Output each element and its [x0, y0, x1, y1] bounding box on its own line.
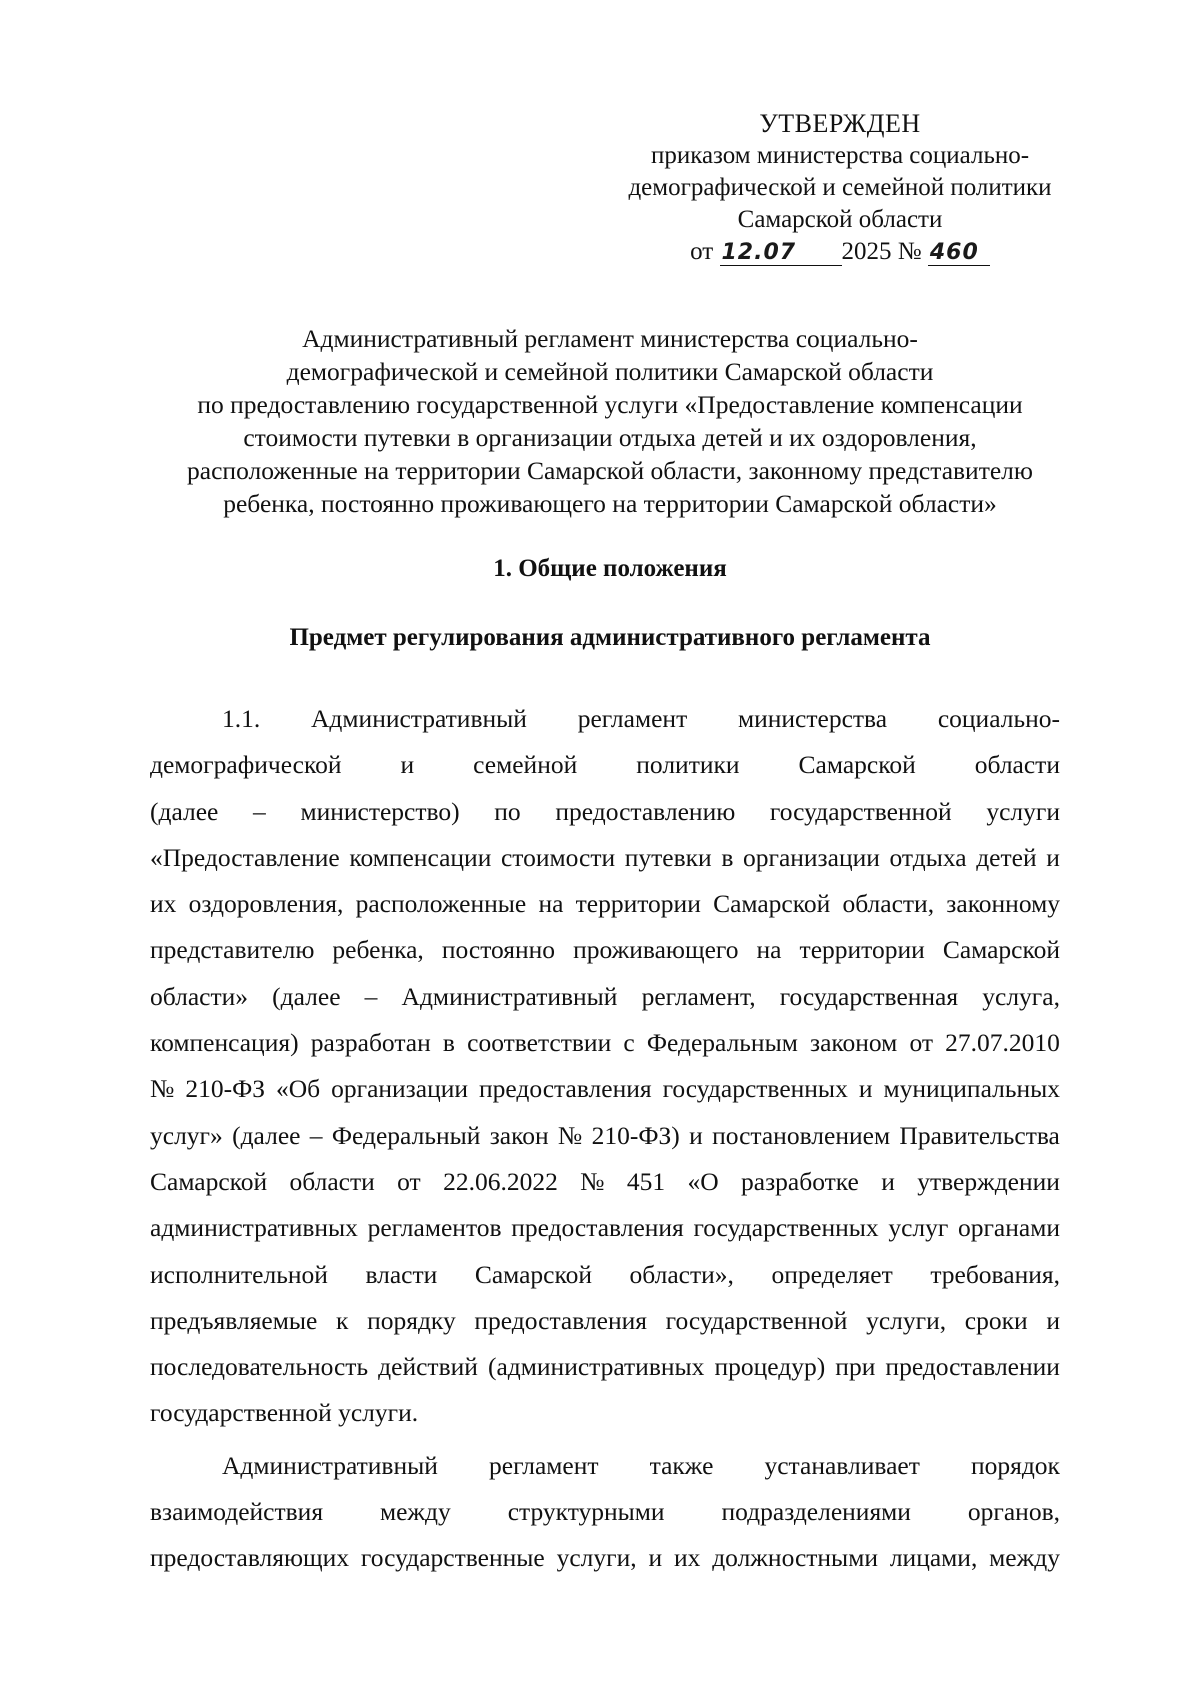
- approval-line-2: демографической и семейной политики: [628, 174, 1052, 201]
- word: (административных: [487, 1352, 705, 1382]
- word: предъявляемые: [150, 1305, 318, 1335]
- word: министерства: [737, 704, 888, 733]
- word: разработан: [310, 1028, 431, 1058]
- word: процедур): [714, 1352, 826, 1382]
- word: территории: [799, 935, 925, 965]
- word: взаимодействия: [150, 1497, 324, 1527]
- word: проживающего: [573, 935, 739, 965]
- text-line: [150, 835, 1060, 881]
- word: (далее: [150, 796, 219, 826]
- text-line: [150, 1205, 1060, 1251]
- word: услуги,: [556, 1543, 637, 1573]
- word: области: [289, 1166, 375, 1196]
- word: расположенные: [355, 889, 527, 919]
- text-line: [150, 742, 1060, 788]
- text-line: [150, 881, 1060, 927]
- word: власти: [365, 1259, 438, 1289]
- word: 27.07.2010: [945, 1028, 1060, 1058]
- number-sign: №: [897, 238, 922, 265]
- section-heading: 1. Общие положения: [493, 555, 727, 582]
- word: семейной: [473, 750, 578, 780]
- word: разработке: [741, 1166, 859, 1196]
- word: отдыха: [889, 842, 967, 872]
- paragraph-2: [150, 1443, 1060, 1582]
- word: последовательность: [150, 1352, 369, 1382]
- word: 22.06.2022: [443, 1166, 558, 1196]
- word: с: [623, 1028, 635, 1058]
- word: Административный: [222, 1450, 438, 1480]
- text-line: [150, 1390, 1060, 1436]
- document-title: [110, 322, 1110, 520]
- word: «О: [687, 1166, 719, 1196]
- word: регламентов: [367, 1213, 502, 1243]
- word: предоставления: [511, 1213, 684, 1243]
- word: детей: [976, 842, 1037, 872]
- word: к: [336, 1305, 349, 1335]
- word: на: [538, 889, 564, 919]
- body-text: [150, 696, 1060, 1582]
- title-line: расположенные на территории Самарской области, законному представителю: [187, 456, 1033, 485]
- title-line: демографической и семейной политики Самарской области: [286, 357, 934, 386]
- word: 451: [626, 1166, 666, 1196]
- word: их: [673, 1543, 701, 1573]
- approval-line-1: приказом министерства социально-: [650, 142, 1030, 169]
- word: Федеральным: [646, 1028, 798, 1058]
- word: постановлением: [712, 1120, 891, 1150]
- word: регламент: [577, 704, 688, 733]
- title-line: стоимости путевки в организации отдыха детей и их оздоровления,: [243, 423, 977, 452]
- word: предоставляющих: [150, 1543, 350, 1573]
- word: административных: [150, 1213, 358, 1243]
- word: от: [909, 1028, 934, 1058]
- word: и: [858, 1074, 873, 1104]
- word: подразделениями: [721, 1497, 911, 1527]
- word: области»,: [629, 1259, 734, 1289]
- word: законному: [946, 889, 1060, 919]
- word: государственная: [779, 981, 959, 1011]
- word: государственных: [662, 1074, 848, 1104]
- word: социально-: [937, 704, 1060, 733]
- word: между: [379, 1497, 451, 1527]
- word: должностными: [712, 1543, 878, 1573]
- text-line: [150, 1066, 1060, 1112]
- word: государственной услуги.: [150, 1398, 419, 1428]
- word: демографической: [150, 750, 342, 780]
- text-line: [150, 1344, 1060, 1390]
- text-line: [150, 1298, 1060, 1344]
- word: оздоровления,: [188, 889, 344, 919]
- word: 210-ФЗ): [591, 1120, 680, 1150]
- word: при: [835, 1352, 876, 1382]
- word: и: [1046, 1305, 1060, 1335]
- word: №: [557, 1120, 583, 1150]
- title-line: по предоставлению государственной услуги «Предоставление компенсации: [197, 390, 1023, 419]
- word: требования,: [930, 1259, 1060, 1289]
- text-line: [150, 1489, 1060, 1535]
- word: порядку: [367, 1305, 456, 1335]
- subsection-heading: Предмет регулирования административного регламента: [289, 624, 931, 651]
- word: (далее: [272, 981, 341, 1011]
- word: услуги,: [866, 1305, 947, 1335]
- word: «Об: [275, 1074, 321, 1104]
- word: действий: [378, 1352, 478, 1382]
- word: определяет: [771, 1259, 893, 1289]
- title-line: ребенка, постоянно проживающего на территории Самарской области»: [223, 489, 997, 518]
- word: представителю: [150, 935, 315, 965]
- word: предоставления: [474, 1305, 647, 1335]
- word: министерство): [300, 796, 460, 826]
- word: и: [400, 750, 415, 780]
- word: Самарской: [713, 889, 831, 919]
- word: сроки: [964, 1305, 1028, 1335]
- word: 1.1.: [222, 704, 261, 733]
- word: Административный: [311, 704, 527, 733]
- word: и: [648, 1543, 663, 1573]
- word: Самарской: [798, 750, 916, 780]
- text-line: [150, 1159, 1060, 1205]
- word: компенсации: [349, 842, 492, 872]
- word: органами: [957, 1213, 1060, 1243]
- word: Самарской: [150, 1166, 268, 1196]
- word: и: [881, 1166, 895, 1196]
- word: исполнительной: [150, 1259, 328, 1289]
- word: «Предоставление: [150, 842, 340, 872]
- word: –: [364, 981, 378, 1011]
- handwritten-number: 460: [929, 240, 979, 265]
- word: на: [756, 935, 782, 965]
- text-line: [150, 927, 1060, 973]
- word: стоимости: [500, 842, 616, 872]
- word: Самарской: [474, 1259, 592, 1289]
- word: государственной: [769, 796, 952, 826]
- approval-title: УТВЕРЖДЕН: [759, 109, 921, 138]
- word: в: [442, 1028, 455, 1058]
- text-line: [150, 696, 1060, 742]
- approval-date-line: [580, 236, 1100, 268]
- date-blank: [720, 241, 842, 266]
- text-line: [150, 1443, 1060, 1489]
- word: предоставлению: [555, 796, 736, 826]
- word: предоставлении: [885, 1352, 1060, 1382]
- word: услуг: [888, 1213, 949, 1243]
- approval-block: [580, 108, 1100, 268]
- word: Федеральный: [331, 1120, 481, 1150]
- date-prefix: от: [690, 238, 714, 265]
- word: также: [649, 1450, 714, 1480]
- word: услуга,: [982, 981, 1060, 1011]
- word: муниципальных: [883, 1074, 1060, 1104]
- word: порядок: [970, 1450, 1060, 1480]
- word: компенсация): [150, 1028, 299, 1058]
- year: 2025: [841, 238, 892, 265]
- word: лицами,: [889, 1543, 978, 1573]
- word: регламент,: [641, 981, 756, 1011]
- word: услуги: [986, 796, 1060, 826]
- word: государственных: [693, 1213, 879, 1243]
- number-blank: [928, 241, 990, 266]
- word: предоставления: [479, 1074, 652, 1104]
- word: –: [253, 796, 266, 826]
- word: постоянно: [441, 935, 556, 965]
- word: утверждении: [917, 1166, 1060, 1196]
- word: №: [580, 1166, 605, 1196]
- word: устанавливает: [764, 1450, 920, 1480]
- text-line: [150, 1020, 1060, 1066]
- word: их: [150, 889, 177, 919]
- word: 210-ФЗ: [185, 1074, 265, 1104]
- word: от: [397, 1166, 421, 1196]
- paragraph-1: [150, 696, 1060, 1443]
- word: территории: [575, 889, 701, 919]
- word: путевки: [624, 842, 712, 872]
- word: по: [494, 796, 521, 826]
- word: Правительства: [899, 1120, 1060, 1150]
- word: №: [150, 1074, 175, 1104]
- word: структурными: [507, 1497, 665, 1527]
- handwritten-date: 12.07: [721, 240, 797, 265]
- word: области: [974, 750, 1060, 780]
- word: –: [309, 1120, 323, 1150]
- word: между: [989, 1543, 1060, 1573]
- word: закон: [489, 1120, 549, 1150]
- word: органов,: [967, 1497, 1060, 1527]
- word: законом: [810, 1028, 898, 1058]
- word: государственной: [665, 1305, 848, 1335]
- word: области»: [150, 981, 248, 1011]
- word: (далее: [232, 1120, 301, 1150]
- word: государственные: [360, 1543, 545, 1573]
- word: регламент: [489, 1450, 599, 1480]
- word: ребенка,: [332, 935, 424, 965]
- word: организации: [331, 1074, 469, 1104]
- word: соответствии: [467, 1028, 612, 1058]
- text-line: [150, 1113, 1060, 1159]
- approval-line-3: Самарской области: [737, 206, 943, 233]
- text-line: [150, 974, 1060, 1020]
- title-line: Административный регламент министерства социально-: [302, 324, 918, 353]
- word: и: [689, 1120, 703, 1150]
- word: области,: [842, 889, 935, 919]
- word: организации: [742, 842, 880, 872]
- word: услуг»: [150, 1120, 223, 1150]
- word: и: [1046, 842, 1060, 872]
- text-line: [150, 1252, 1060, 1298]
- word: Административный: [401, 981, 618, 1011]
- word: политики: [636, 750, 740, 780]
- word: Самарской: [942, 935, 1060, 965]
- text-line: [150, 789, 1060, 835]
- text-line: [150, 1535, 1060, 1581]
- word: в: [721, 842, 734, 872]
